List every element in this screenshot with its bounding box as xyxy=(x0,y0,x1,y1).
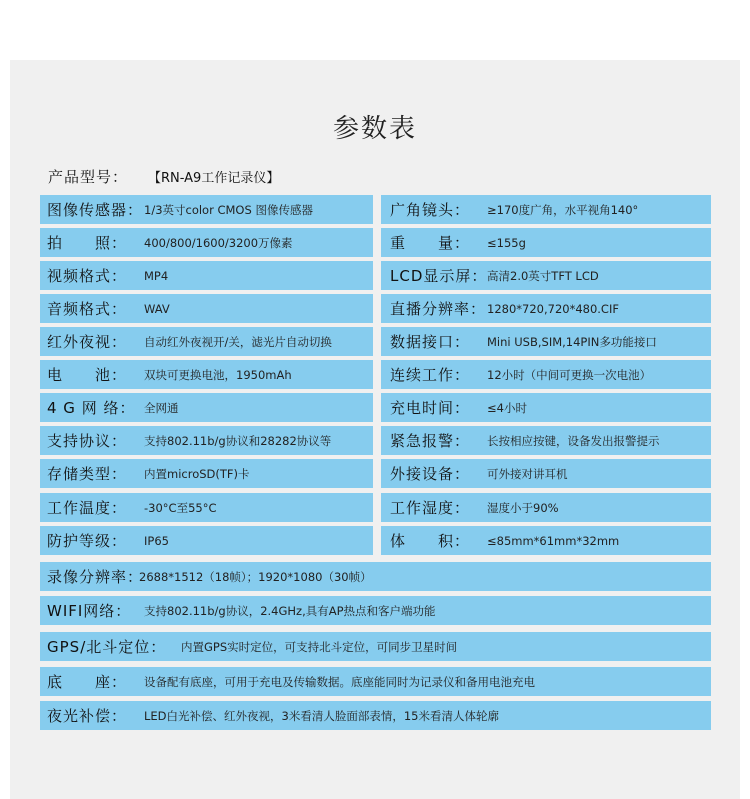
spec-storage-type xyxy=(40,459,373,488)
spec-continuous-work xyxy=(381,360,711,389)
spec-value: 全网通 xyxy=(144,400,179,415)
spec-photo xyxy=(40,228,373,257)
spec-gps-beidou xyxy=(40,632,711,661)
spec-wide-angle-lens xyxy=(381,195,711,224)
spec-video-format xyxy=(40,261,373,290)
spec-image-sensor xyxy=(40,195,373,224)
spec-label: 存储类型： xyxy=(47,465,128,483)
spec-label: WIFI网络： xyxy=(47,602,132,620)
spec-battery xyxy=(40,360,373,389)
spec-value: WAV xyxy=(144,301,170,316)
model-label: 产品型号： xyxy=(48,167,129,186)
spec-label: 红外夜视： xyxy=(47,333,128,351)
model-value: 【RN-A9工作记录仪】 xyxy=(148,170,280,186)
spec-label: 直播分辨率： xyxy=(390,300,487,318)
spec-ir-night-vision xyxy=(40,327,373,356)
spec-data-interface xyxy=(381,327,711,356)
spec-external-device xyxy=(381,459,711,488)
spec-value: 双块可更换电池，1950mAh xyxy=(144,367,292,382)
spec-value: 1280*720,720*480.CIF xyxy=(487,301,619,316)
spec-label: 充电时间： xyxy=(390,399,471,417)
spec-label: 音频格式： xyxy=(47,300,128,318)
spec-label: 紧急报警： xyxy=(390,432,471,450)
spec-value: 支持802.11b/g协议，2.4GHz,具有AP热点和客户端功能 xyxy=(144,603,436,618)
spec-label: 拍 照： xyxy=(47,234,128,252)
spec-label: 数据接口： xyxy=(390,333,471,351)
spec-value: 可外接对讲耳机 xyxy=(487,466,568,481)
spec-value: 长按相应按键，设备发出报警提示 xyxy=(487,433,660,448)
spec-label: 4 G 网 络： xyxy=(47,399,136,417)
spec-value: ≤85mm*61mm*32mm xyxy=(487,533,620,548)
spec-recording-resolution xyxy=(40,562,711,591)
spec-label: 电 池： xyxy=(47,366,128,384)
spec-label: 夜光补偿： xyxy=(47,707,128,725)
spec-value: 内置microSD(TF)卡 xyxy=(144,466,250,481)
spec-live-resolution xyxy=(381,294,711,323)
spec-label: 视频格式： xyxy=(47,267,128,285)
spec-label: 工作湿度： xyxy=(390,499,471,517)
spec-base-dock xyxy=(40,667,711,696)
spec-night-light-compensation xyxy=(40,701,711,730)
spec-value: ≥170度广角，水平视角140° xyxy=(487,202,639,217)
spec-charge-time xyxy=(381,393,711,422)
spec-protocols xyxy=(40,426,373,455)
spec-value: LED白光补偿、红外夜视，3米看清人脸面部表情，15米看清人体轮廓 xyxy=(144,708,499,723)
spec-lcd-screen xyxy=(381,261,711,290)
spec-wifi-network xyxy=(40,596,711,625)
spec-value: 1/3英寸color CMOS 图像传感器 xyxy=(144,202,313,217)
spec-value: -30°C至55°C xyxy=(144,500,217,515)
spec-value: 设备配有底座，可用于充电及传输数据。底座能同时为记录仪和备用电池充电 xyxy=(144,674,535,689)
spec-working-humidity xyxy=(381,493,711,522)
spec-value: 湿度小于90% xyxy=(487,500,559,515)
spec-protection-level xyxy=(40,526,373,555)
spec-label: 录像分辨率： xyxy=(47,568,144,586)
spec-label: 连续工作： xyxy=(390,366,471,384)
spec-emergency-alarm xyxy=(381,426,711,455)
spec-label: 外接设备： xyxy=(390,465,471,483)
spec-label: 工作温度： xyxy=(47,499,128,517)
spec-value: 自动红外夜视开/关，滤光片自动切换 xyxy=(144,334,332,349)
spec-value: IP65 xyxy=(144,533,169,548)
spec-value: MP4 xyxy=(144,268,169,283)
spec-value: 12小时（中间可更换一次电池） xyxy=(487,367,652,382)
spec-label: LCD显示屏： xyxy=(390,267,488,285)
spec-audio-format xyxy=(40,294,373,323)
spec-value: Mini USB,SIM,14PIN多功能接口 xyxy=(487,334,657,349)
page-title: 参数表 xyxy=(332,114,417,144)
spec-weight xyxy=(381,228,711,257)
spec-label: 体 积： xyxy=(390,532,471,550)
spec-working-temperature xyxy=(40,493,373,522)
spec-label: GPS/北斗定位： xyxy=(47,638,167,656)
spec-value: 内置GPS实时定位，可支持北斗定位，可同步卫星时间 xyxy=(181,639,458,654)
spec-value: 400/800/1600/3200万像素 xyxy=(144,235,293,250)
model-row xyxy=(48,164,279,188)
spec-value: ≤4小时 xyxy=(487,400,527,415)
spec-label: 底 座： xyxy=(47,673,128,691)
spec-value: ≤155g xyxy=(487,235,526,250)
spec-label: 支持协议： xyxy=(47,432,128,450)
spec-label: 广角镜头： xyxy=(390,201,471,219)
spec-value: 支持802.11b/g协议和28282协议等 xyxy=(144,433,332,448)
spec-label: 防护等级： xyxy=(47,532,128,550)
spec-volume xyxy=(381,526,711,555)
spec-label: 重 量： xyxy=(390,234,471,252)
spec-label: 图像传感器： xyxy=(47,201,144,219)
spec-value: 2688*1512（18帧）；1920*1080（30帧） xyxy=(139,569,372,584)
spec-value: 高清2.0英寸TFT LCD xyxy=(487,268,599,283)
spec-4g-network xyxy=(40,393,373,422)
